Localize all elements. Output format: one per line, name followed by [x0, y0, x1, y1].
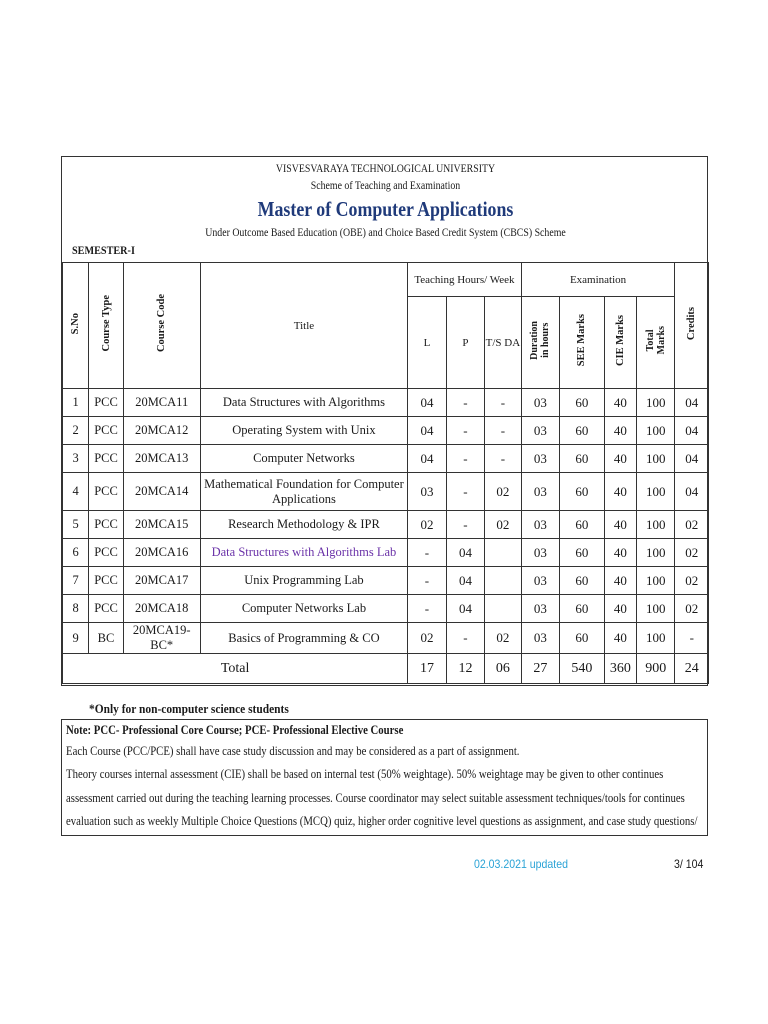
total-t: 06 [485, 654, 521, 684]
cell-cie: 40 [604, 567, 636, 595]
total-label: Total [63, 654, 408, 684]
cell-see: 60 [560, 595, 605, 623]
cell-type: PCC [89, 417, 123, 445]
total-duration: 27 [521, 654, 559, 684]
cell-title: Data Structures with Algorithms Lab [200, 539, 408, 567]
cell-duration: 03 [521, 511, 559, 539]
table-row [63, 539, 709, 567]
cell-code: 20MCA15 [123, 511, 200, 539]
cell-l: 03 [408, 473, 446, 511]
cell-duration: 03 [521, 417, 559, 445]
header-see-marks: SEE Marks [560, 297, 605, 389]
notes-line: assessment carried out during the teaching learning processes. Course coordinator may select suitable assessment techniques/tools for continues [66, 791, 685, 805]
cell-sno: 8 [63, 595, 89, 623]
cell-type: PCC [89, 567, 123, 595]
cell-credits: 02 [675, 595, 709, 623]
cell-l: - [408, 567, 446, 595]
scheme-table-frame [61, 156, 708, 686]
cell-see: 60 [560, 389, 605, 417]
cell-total: 100 [637, 567, 675, 595]
cell-title: Operating System with Unix [200, 417, 408, 445]
cell-duration: 03 [521, 567, 559, 595]
cell-code: 20MCA16 [123, 539, 200, 567]
cell-type: PCC [89, 389, 123, 417]
cell-title: Computer Networks [200, 445, 408, 473]
notes-line: Theory courses internal assessment (CIE) shall be based on internal test (50% weightage). 50% weightage may be given to other continues [66, 767, 664, 781]
cell-cie: 40 [604, 623, 636, 654]
total-credits: 24 [675, 654, 709, 684]
cell-l: 04 [408, 417, 446, 445]
cell-l: - [408, 539, 446, 567]
cell-see: 60 [560, 567, 605, 595]
degree-title: Master of Computer Applications [257, 197, 514, 221]
header-p: P [446, 297, 484, 389]
cell-t: - [485, 445, 521, 473]
notes-line: Each Course (PCC/PCE) shall have case study discussion and may be considered as a part of assignment. [66, 744, 520, 758]
cell-cie: 40 [604, 417, 636, 445]
cell-code: 20MCA13 [123, 445, 200, 473]
cell-p: 04 [446, 539, 484, 567]
table-row [63, 417, 709, 445]
course-table [62, 262, 709, 684]
scheme-title: Scheme of Teaching and Examination [310, 178, 461, 192]
cell-p: - [446, 511, 484, 539]
cell-total: 100 [637, 595, 675, 623]
cell-duration: 03 [521, 445, 559, 473]
scheme-subtitle: Under Outcome Based Education (OBE) and Choice Based Credit System (CBCS) Scheme [205, 225, 566, 239]
total-row [63, 654, 709, 684]
cell-total: 100 [637, 511, 675, 539]
cell-t [485, 567, 521, 595]
cell-see: 60 [560, 445, 605, 473]
cell-sno: 4 [63, 473, 89, 511]
table-row [63, 473, 709, 511]
cell-t: - [485, 389, 521, 417]
cell-total: 100 [637, 417, 675, 445]
cell-code: 20MCA19-BC* [123, 623, 200, 654]
cell-type: PCC [89, 539, 123, 567]
cell-p: - [446, 445, 484, 473]
cell-sno: 1 [63, 389, 89, 417]
header-sno: S.No [63, 263, 89, 389]
header-tsda: T/S DA [485, 297, 521, 389]
cell-sno: 5 [63, 511, 89, 539]
header-l: L [408, 297, 446, 389]
cell-title: Computer Networks Lab [200, 595, 408, 623]
cell-code: 20MCA12 [123, 417, 200, 445]
cell-type: PCC [89, 473, 123, 511]
university-name: VISVESVARAYA TECHNOLOGICAL UNIVERSITY [275, 161, 496, 175]
cell-t: 02 [485, 623, 521, 654]
cell-sno: 3 [63, 445, 89, 473]
cell-cie: 40 [604, 445, 636, 473]
cell-total: 100 [637, 539, 675, 567]
header-credits: Credits [675, 263, 709, 389]
cell-duration: 03 [521, 623, 559, 654]
cell-see: 60 [560, 539, 605, 567]
header-course-code: Course Code [123, 263, 200, 389]
cell-sno: 9 [63, 623, 89, 654]
total-marks: 900 [637, 654, 675, 684]
cell-sno: 7 [63, 567, 89, 595]
cell-cie: 40 [604, 473, 636, 511]
cell-p: - [446, 417, 484, 445]
cell-code: 20MCA18 [123, 595, 200, 623]
header-total-marks: Total Marks [637, 297, 675, 389]
cell-duration: 03 [521, 473, 559, 511]
cell-credits: 04 [675, 389, 709, 417]
header-teaching-hours: Teaching Hours/ Week [408, 263, 521, 297]
table-row [63, 623, 709, 654]
notes-box [61, 719, 708, 836]
cell-see: 60 [560, 511, 605, 539]
cell-type: BC [89, 623, 123, 654]
notes-line: evaluation such as weekly Multiple Choice Questions (MCQ) quiz, higher order cognitive level questions as assignment, and case study questions/ [66, 814, 698, 828]
cell-t [485, 539, 521, 567]
header-cie-marks: CIE Marks [604, 297, 636, 389]
cell-credits: 04 [675, 417, 709, 445]
cell-title: Mathematical Foundation for Computer Applications [200, 473, 408, 511]
cell-total: 100 [637, 389, 675, 417]
cell-t [485, 595, 521, 623]
cell-l: 02 [408, 623, 446, 654]
total-see: 540 [560, 654, 605, 684]
cell-sno: 2 [63, 417, 89, 445]
table-row [63, 511, 709, 539]
cell-t: 02 [485, 473, 521, 511]
header-duration: Duration in hours [521, 297, 559, 389]
cell-l: 04 [408, 389, 446, 417]
total-cie: 360 [604, 654, 636, 684]
header-course-type: Course Type [89, 263, 123, 389]
footnote: *Only for non-computer science students [89, 701, 289, 716]
cell-title: Unix Programming Lab [200, 567, 408, 595]
cell-cie: 40 [604, 511, 636, 539]
cell-cie: 40 [604, 389, 636, 417]
updated-date: 02.03.2021 updated [474, 857, 568, 871]
cell-duration: 03 [521, 389, 559, 417]
semester-label: SEMESTER-I [72, 243, 135, 257]
notes-heading: Note: PCC- Professional Core Course; PCE- Professional Elective Course [66, 723, 404, 737]
cell-p: - [446, 389, 484, 417]
cell-p: 04 [446, 567, 484, 595]
cell-credits: 02 [675, 539, 709, 567]
cell-title: Data Structures with Algorithms [200, 389, 408, 417]
cell-credits: 02 [675, 511, 709, 539]
cell-cie: 40 [604, 595, 636, 623]
cell-p: - [446, 473, 484, 511]
cell-credits: - [675, 623, 709, 654]
cell-sno: 6 [63, 539, 89, 567]
header-examination: Examination [521, 263, 675, 297]
cell-see: 60 [560, 473, 605, 511]
cell-code: 20MCA17 [123, 567, 200, 595]
cell-t: 02 [485, 511, 521, 539]
cell-total: 100 [637, 623, 675, 654]
cell-t: - [485, 417, 521, 445]
cell-type: PCC [89, 445, 123, 473]
table-row [63, 567, 709, 595]
table-row [63, 389, 709, 417]
cell-cie: 40 [604, 539, 636, 567]
table-row [63, 445, 709, 473]
cell-credits: 02 [675, 567, 709, 595]
cell-type: PCC [89, 511, 123, 539]
total-l: 17 [408, 654, 446, 684]
cell-total: 100 [637, 445, 675, 473]
cell-title: Basics of Programming & CO [200, 623, 408, 654]
page-number: 3/ 104 [674, 857, 704, 871]
table-row [63, 595, 709, 623]
total-p: 12 [446, 654, 484, 684]
header-title: Title [200, 263, 408, 389]
cell-p: 04 [446, 595, 484, 623]
cell-total: 100 [637, 473, 675, 511]
cell-see: 60 [560, 623, 605, 654]
cell-p: - [446, 623, 484, 654]
cell-duration: 03 [521, 539, 559, 567]
cell-credits: 04 [675, 473, 709, 511]
cell-code: 20MCA11 [123, 389, 200, 417]
cell-l: 04 [408, 445, 446, 473]
cell-l: - [408, 595, 446, 623]
cell-title: Research Methodology & IPR [200, 511, 408, 539]
cell-type: PCC [89, 595, 123, 623]
cell-l: 02 [408, 511, 446, 539]
cell-duration: 03 [521, 595, 559, 623]
cell-code: 20MCA14 [123, 473, 200, 511]
cell-see: 60 [560, 417, 605, 445]
cell-credits: 04 [675, 445, 709, 473]
